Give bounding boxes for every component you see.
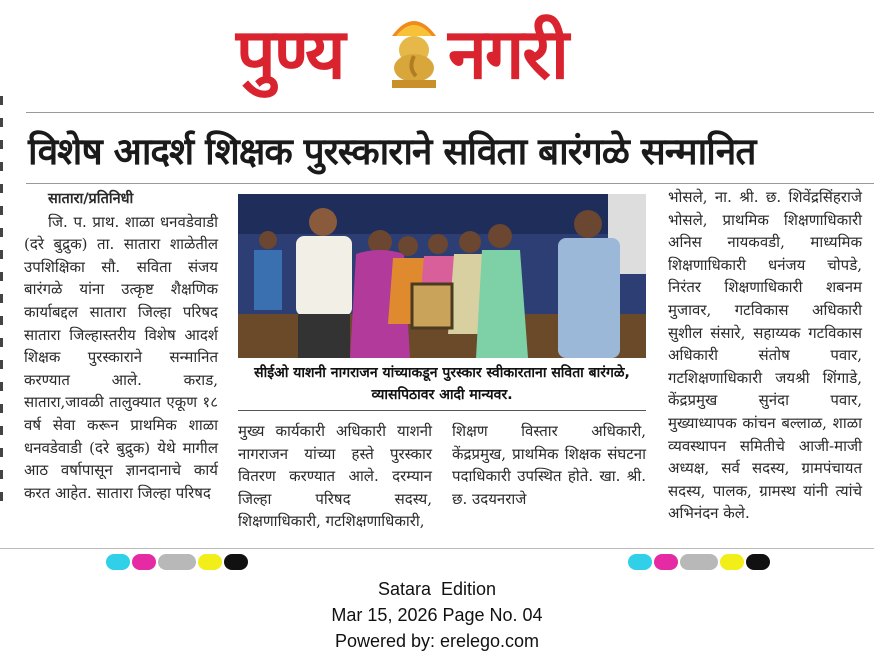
byline: सातारा/प्रतिनिधी (48, 191, 134, 207)
masthead (0, 0, 874, 110)
masthead-title-left: पुण्य (236, 13, 344, 95)
ganesha-logo-icon (384, 6, 444, 92)
column-2-text: मुख्य कार्यकारी अधिकारी याशनी नागराजन यांच्या हस्ते पुरस्कार वितरण करण्यात आले. दरम्यान जिल्हा परिषद सदस्य, शिक्षणाधिकारी, गटशिक्षणाधिकारी, (238, 422, 432, 531)
edition-date-page: Mar 15, 2026 Page No. 04 (331, 605, 543, 625)
column-1-text: जि. प. प्राथ. शाळा धनवडेवाडी (दरे बुद्रुक) ता. सातारा शाळेतील उपशिक्षिका सौ. सविता संजय बारंगळे यांना उत्कृष्ट शैक्षणिक कार्याबद्दल सातारा जिल्हा परिषद सातारा जिल्हास्तरीय विशेष आदर्श शिक्षक पुरस्काराने सन्मानित करण्यात आले. कराड, सातारा,जावळी तालुक्यात एकूण १८ वर्ष सेवा करून प्राथमिक शाळा धनवडेवाडी (दरे बुद्रुक) येथे मागील आठ वर्षापासून ज्ञानदानाचे कार्य करत आहेत. सातारा जिल्हा परिषद (24, 212, 218, 502)
headline-divider (26, 183, 874, 184)
article-column-2 (238, 420, 432, 533)
column-3-text: शिक्षण विस्तार अधिकारी, केंद्रप्रमुख, प्राथमिक शिक्षक संघटना पदाधिकारी उपस्थित होते. खा. श्री. छ. उदयनराजे (452, 422, 646, 508)
photo-caption: सीईओ याशनी नागराजन यांच्याकडून पुरस्कार स्वीकारताना सविता बारंगळे, व्यासपिठावर आदी मान्यवर. (254, 365, 630, 403)
color-registration-marks-left (106, 554, 248, 570)
page-bottom-border (0, 548, 874, 549)
page-edge-marks (0, 96, 8, 516)
headline: विशेष आदर्श शिक्षक पुरस्काराने सविता बारंगळे सन्मानित (28, 130, 756, 173)
article-column-1 (24, 188, 218, 504)
caption-divider (238, 410, 646, 411)
color-registration-marks-right (628, 554, 770, 570)
edition-name: Satara Edition (377, 579, 497, 599)
top-divider (26, 112, 874, 113)
article-column-3 (452, 420, 646, 510)
article-column-4 (668, 186, 862, 525)
masthead-title-right: नगरी (448, 13, 568, 95)
powered-by-link[interactable]: Powered by: erelego.com (334, 631, 540, 651)
edition-footer (0, 576, 874, 654)
award-photo (238, 194, 646, 358)
column-4-text: भोसले, ना. श्री. छ. शिवेंद्रसिंहराजे भोसले, प्राथमिक शिक्षणाधिकारी अनिस नायकवडी, माध्यमिक शिक्षणाधिकारी धनंजय चोपडे, निरंतर शिक्षणाधिकारी शबनम मुजावर, गटविकास अधिकारी सुशील संसारे, सहाय्यक गटविकास अधिकारी संतोष पवार, गटशिक्षणाधिकारी जयश्री शिंगाडे, केंद्रप्रमुख सुनंदा पवार, मुख्याध्यापक कांचन बल्लाळ, शाळा व्यवस्थापन समितीचे आजी-माजी अध्यक्ष, सर्व सदस्य, ग्रामपंचायत सदस्य, पालक, ग्रामस्थ यांनी त्यांचे अभिनंदन केले. (668, 188, 862, 523)
